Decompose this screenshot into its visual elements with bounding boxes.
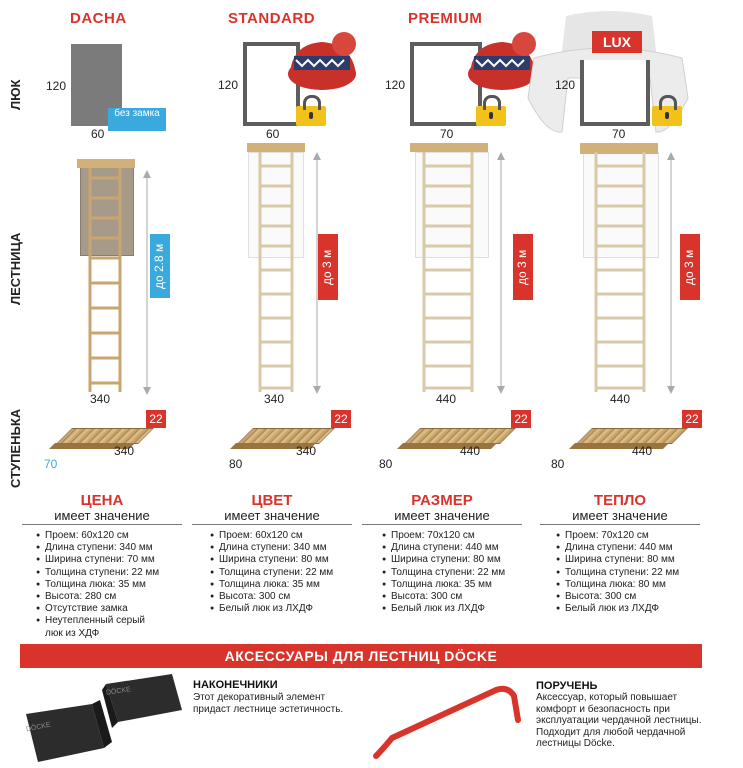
ladder-tips-image	[22, 670, 194, 766]
knit-hat-icon	[280, 30, 360, 92]
ladder-premium	[418, 152, 482, 392]
hatch-height-lux: 120	[555, 78, 576, 92]
spec-item: ● Белый люк из ЛХДФ	[210, 603, 360, 615]
ladder-frame-standard	[247, 143, 305, 152]
tip-cap-front	[26, 700, 112, 762]
spec-item: ● Длина ступени: 440 мм	[556, 542, 706, 554]
feature-subtitle-price: имеет значение	[22, 508, 182, 525]
ladder-height-badge-premium: до 3 м	[513, 234, 533, 300]
ladder-lux	[590, 152, 654, 392]
lux-hat-label: LUX	[592, 31, 642, 53]
step-thickness-lux: 22	[682, 410, 702, 428]
feature-specs-warmth	[556, 530, 706, 615]
spec-item: ● Длина ступени: 440 мм	[382, 542, 532, 554]
column-title-premium: PREMIUM	[408, 10, 483, 27]
handrail-title: ПОРУЧЕНЬ	[536, 680, 598, 692]
ladder-height-badge-standard: до 3 м	[318, 234, 338, 300]
row-label-hatch: ЛЮК	[8, 79, 23, 110]
hatch-height-standard: 120	[218, 78, 239, 92]
feature-specs-size	[382, 530, 532, 615]
hatch-width-standard: 60	[266, 127, 280, 141]
column-title-dacha: DACHA	[70, 10, 127, 27]
hatch-height-dacha: 120	[46, 79, 67, 93]
accessories-banner: АКСЕССУАРЫ ДЛЯ ЛЕСТНИЦ DÖCKE	[20, 644, 702, 668]
ladder-standard	[250, 152, 304, 392]
spec-item: ● Толщина люка: 80 мм	[556, 579, 706, 591]
spec-item: ● Ширина ступени: 80 мм	[210, 554, 360, 566]
spec-item: ● Толщина люка: 35 мм	[210, 579, 360, 591]
spec-item: ● Высота: 300 см	[556, 591, 706, 603]
step-edge-premium	[397, 443, 497, 449]
tip-cap-back	[102, 674, 182, 728]
row-label-ladder: ЛЕСТНИЦА	[8, 232, 23, 305]
step-plank-standard	[237, 428, 335, 444]
feature-subtitle-color: имеет значение	[192, 508, 352, 525]
step-edge-lux	[569, 443, 669, 449]
spec-item: ● Высота: 280 см	[36, 591, 176, 603]
spec-item: ● Проем: 70x120 см	[382, 530, 532, 542]
spec-item: ● Отсутствие замка	[36, 603, 176, 615]
spec-item: ● Длина ступени: 340 мм	[210, 542, 360, 554]
feature-title-warmth: ТЕПЛО	[593, 492, 647, 509]
handrail-description: Аксессуар, который повышает комфорт и безопасность при эксплуатации чердачной лестницы. Подходит для любой чердачной лестницы Döcke.	[536, 692, 702, 749]
step-plank-dacha	[56, 428, 154, 444]
ladder-frame-premium	[410, 143, 488, 152]
spec-item: ● Неутепленный серый люк из ХДФ	[36, 615, 157, 639]
tips-brand-mark: DÖCKE	[105, 686, 132, 697]
step-length-standard: 340	[296, 444, 317, 458]
step-plank-premium	[404, 428, 516, 444]
no-lock-badge: без замка	[108, 108, 166, 131]
spec-item: ● Проем: 70x120 см	[556, 530, 706, 542]
spec-item: ● Высота: 300 см	[210, 591, 360, 603]
spec-item: ● Толщина ступени: 22 мм	[210, 567, 360, 579]
ladder-height-badge-dacha: до 2.8 м	[150, 234, 170, 298]
feature-subtitle-size: имеет значение	[362, 508, 522, 525]
hatch-frame-lux	[580, 60, 650, 126]
ladder-width-premium: 440	[436, 392, 457, 406]
handrail-image	[368, 676, 528, 762]
height-arrow	[496, 152, 506, 394]
feature-specs-color	[210, 530, 360, 615]
feature-title-color: ЦВЕТ	[251, 492, 293, 509]
ladder-height-badge-lux: до 3 м	[680, 234, 700, 300]
spec-item: ● Проем: 60x120 см	[36, 530, 176, 542]
height-arrow	[666, 152, 676, 394]
tips-brand-mark: DÖCKE	[25, 721, 52, 734]
step-depth-lux: 80	[551, 457, 565, 471]
spec-item: ● Толщина ступени: 22 мм	[36, 567, 176, 579]
lock-icon	[296, 106, 326, 126]
spec-item: ● Белый люк из ЛХДФ	[556, 603, 706, 615]
ladder-width-standard: 340	[264, 392, 285, 406]
spec-item: ● Ширина ступени: 80 мм	[556, 554, 706, 566]
feature-subtitle-warmth: имеет значение	[540, 508, 700, 525]
feature-title-price: ЦЕНА	[80, 492, 124, 509]
step-depth-premium: 80	[379, 457, 393, 471]
spec-item: ● Высота: 300 см	[382, 591, 532, 603]
tips-title: НАКОНЕЧНИКИ	[193, 679, 278, 691]
step-thickness-standard: 22	[331, 410, 351, 428]
spec-item: ● Толщина ступени: 22 мм	[556, 567, 706, 579]
lock-icon	[476, 106, 506, 126]
spec-item: ● Толщина ступени: 22 мм	[382, 567, 532, 579]
spec-item: ● Проем: 60x120 см	[210, 530, 360, 542]
spec-item: ● Длина ступени: 340 мм	[36, 542, 176, 554]
step-depth-dacha: 70	[44, 457, 58, 471]
step-length-lux: 440	[632, 444, 653, 458]
spec-item: ● Толщина люка: 35 мм	[382, 579, 532, 591]
row-label-step: СТУПЕНЬКА	[8, 408, 23, 488]
hatch-width-premium: 70	[440, 127, 454, 141]
ladder-dacha	[80, 168, 134, 392]
step-thickness-premium: 22	[511, 410, 531, 428]
ladder-width-lux: 440	[610, 392, 631, 406]
spec-item: ● Белый люк из ЛХДФ	[382, 603, 532, 615]
hatch-height-premium: 120	[385, 78, 406, 92]
ladder-frame-dacha	[77, 159, 135, 168]
column-title-standard: STANDARD	[228, 10, 316, 27]
ladder-width-dacha: 340	[90, 392, 111, 406]
spec-item: ● Толщина люка: 35 мм	[36, 579, 176, 591]
hatch-width-lux: 70	[612, 127, 626, 141]
tips-description: Этот декоративный элемент придаст лестнице эстетичность.	[193, 692, 344, 715]
step-length-premium: 440	[460, 444, 481, 458]
spec-item: ● Ширина ступени: 80 мм	[382, 554, 532, 566]
step-plank-lux	[576, 428, 688, 444]
feature-title-size: РАЗМЕР	[411, 492, 473, 509]
hatch-width-dacha: 60	[91, 127, 105, 141]
lock-icon	[652, 106, 682, 126]
spec-item: ● Ширина ступени: 70 мм	[36, 554, 176, 566]
feature-specs-price	[36, 530, 176, 640]
step-length-dacha: 340	[114, 444, 135, 458]
step-thickness-dacha: 22	[146, 410, 166, 428]
step-depth-standard: 80	[229, 457, 243, 471]
